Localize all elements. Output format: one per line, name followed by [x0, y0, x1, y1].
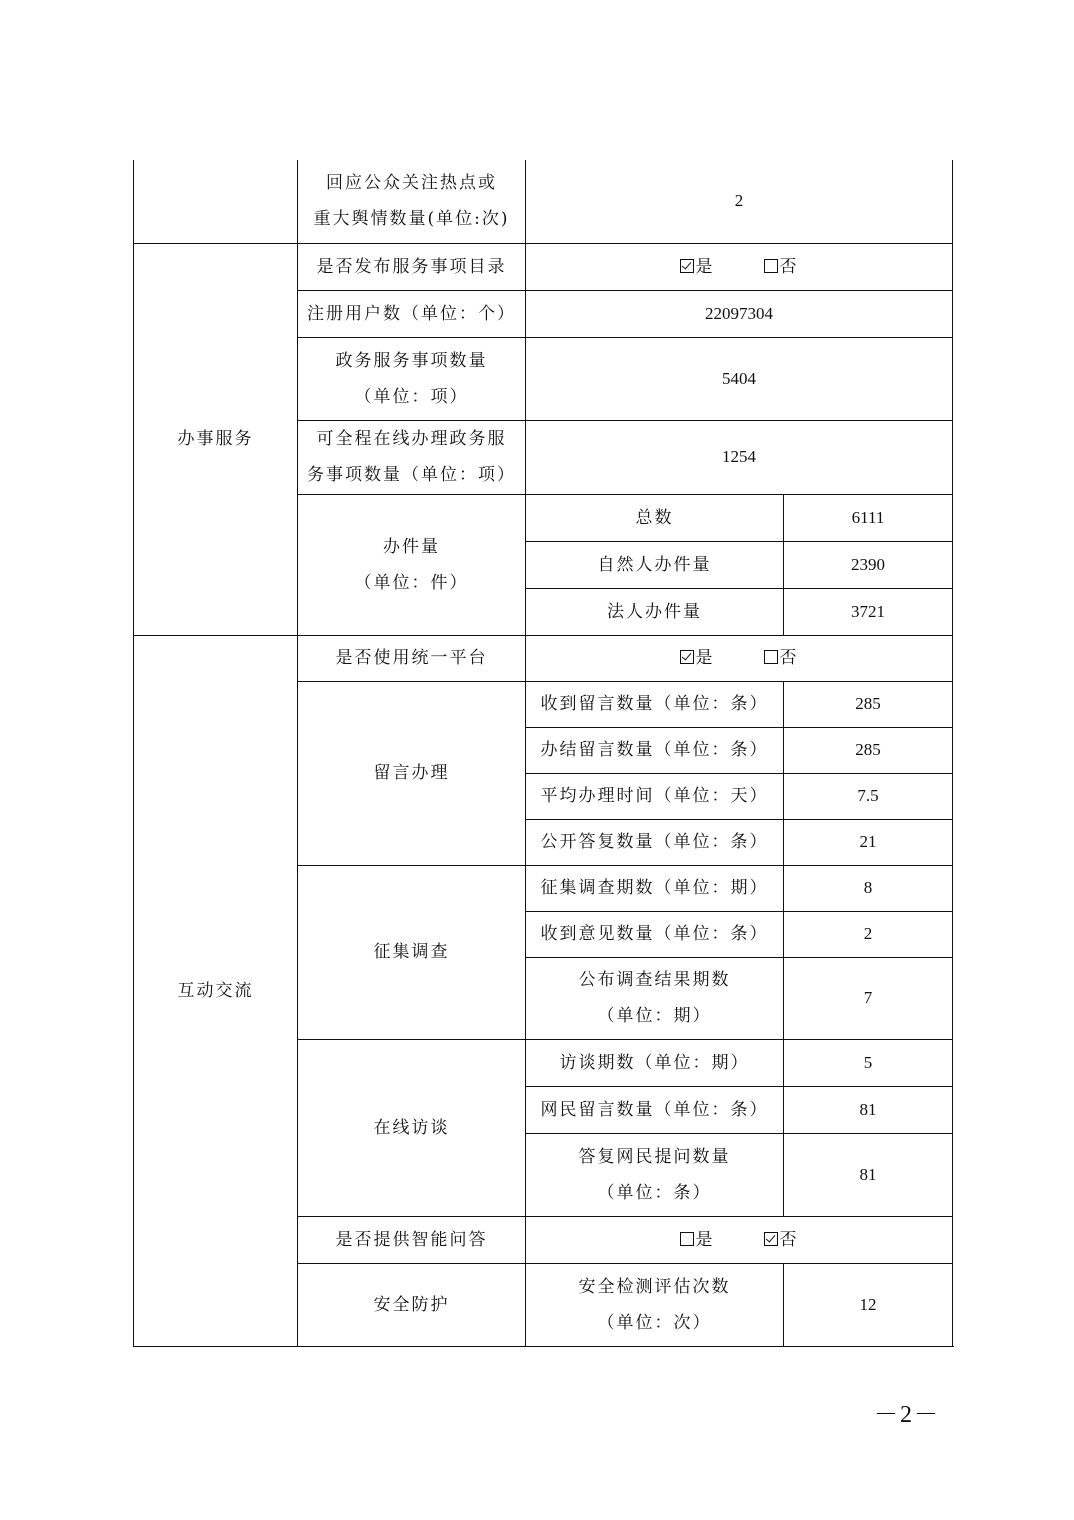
section-service: 办事服务 — [134, 243, 298, 635]
volume-total-label: 总数 — [526, 494, 784, 541]
messages-time-value: 7.5 — [784, 773, 953, 819]
messages-public-value: 21 — [784, 819, 953, 865]
online-items-label: 可全程在线办理政务服 务事项数量（单位：项） — [298, 420, 526, 494]
checkbox-empty-icon — [764, 650, 778, 664]
survey-periods-value: 8 — [784, 865, 953, 911]
interview-answers-label: 答复网民提问数量 （单位：条） — [526, 1133, 784, 1216]
interview-periods-label: 访谈期数（单位：期） — [526, 1039, 784, 1086]
survey-periods-label: 征集调查期数（单位：期） — [526, 865, 784, 911]
users-value: 22097304 — [526, 290, 953, 337]
survey-results-value: 7 — [784, 957, 953, 1039]
messages-closed-label: 办结留言数量（单位：条） — [526, 727, 784, 773]
messages-closed-value: 285 — [784, 727, 953, 773]
checkbox-empty-icon — [764, 259, 778, 273]
online-items-value: 1254 — [526, 420, 953, 494]
smart-qa-no: 否 — [779, 1229, 799, 1250]
checkbox-checked-icon — [680, 259, 694, 273]
volume-total-value: 6111 — [784, 494, 953, 541]
smart-qa-choice — [526, 1216, 953, 1263]
interview-messages-value: 81 — [784, 1086, 953, 1133]
survey-label: 征集调查 — [298, 865, 526, 1039]
survey-opinions-label: 收到意见数量（单位：条） — [526, 911, 784, 957]
table-row — [134, 243, 953, 290]
interview-answers-value: 81 — [784, 1133, 953, 1216]
messages-public-label: 公开答复数量（单位：条） — [526, 819, 784, 865]
hot-topic-label: 回应公众关注热点或 重大舆情数量(单位:次) — [298, 160, 526, 243]
hot-topic-value: 2 — [526, 160, 953, 243]
statistics-table — [133, 160, 953, 1347]
page-number: －2－ — [874, 1402, 940, 1428]
volume-legal-label: 法人办件量 — [526, 588, 784, 635]
checkbox-empty-icon — [680, 1232, 694, 1246]
catalog-yes: 是 — [695, 256, 715, 277]
survey-opinions-value: 2 — [784, 911, 953, 957]
volume-natural-label: 自然人办件量 — [526, 541, 784, 588]
platform-no: 否 — [779, 648, 799, 668]
interview-label: 在线访谈 — [298, 1039, 526, 1216]
platform-yes: 是 — [695, 648, 715, 668]
smart-qa-label: 是否提供智能问答 — [298, 1216, 526, 1263]
smart-qa-yes: 是 — [695, 1229, 715, 1250]
catalog-choice — [526, 243, 953, 290]
catalog-label: 是否发布服务事项目录 — [298, 243, 526, 290]
checkbox-checked-icon — [764, 1232, 778, 1246]
users-label: 注册用户数（单位：个） — [298, 290, 526, 337]
checkbox-checked-icon — [680, 650, 694, 664]
interview-messages-label: 网民留言数量（单位：条） — [526, 1086, 784, 1133]
section-interaction: 互动交流 — [134, 635, 298, 1346]
table-row — [134, 635, 953, 681]
platform-choice — [526, 635, 953, 681]
table-row — [134, 160, 953, 243]
security-checks-value: 12 — [784, 1263, 953, 1346]
survey-results-label: 公布调查结果期数 （单位：期） — [526, 957, 784, 1039]
catalog-no: 否 — [779, 256, 799, 277]
section-security: 安全防护 — [298, 1263, 526, 1346]
items-label: 政务服务事项数量 （单位：项） — [298, 337, 526, 420]
security-checks-label: 安全检测评估次数 （单位：次） — [526, 1263, 784, 1346]
messages-received-value: 285 — [784, 681, 953, 727]
volume-legal-value: 3721 — [784, 588, 953, 635]
interview-periods-value: 5 — [784, 1039, 953, 1086]
volume-label: 办件量 （单位：件） — [298, 494, 526, 635]
messages-received-label: 收到留言数量（单位：条） — [526, 681, 784, 727]
messages-time-label: 平均办理时间（单位：天） — [526, 773, 784, 819]
messages-label: 留言办理 — [298, 681, 526, 865]
items-value: 5404 — [526, 337, 953, 420]
volume-natural-value: 2390 — [784, 541, 953, 588]
platform-label: 是否使用统一平台 — [298, 635, 526, 681]
section-cell-empty — [134, 160, 298, 243]
